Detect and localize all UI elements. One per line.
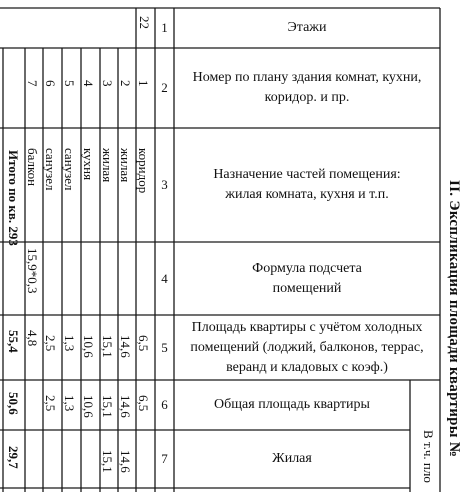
room-1-purpose: коридор [136,148,151,194]
room-3-total: 15,1 [100,395,115,418]
room-2-living: 14,6 [118,450,133,473]
room-7-formula: 15,9*0,3 [25,248,40,294]
total-label: Итого по кв. 293 [6,150,21,246]
header-floors: Этажи [287,20,327,35]
column-number-6: 6 [161,397,168,412]
header-living: Жилая [272,451,312,466]
explication-subtitle: В т.ч. пло [421,430,436,483]
header-formula: Формула подсчета помещений [252,260,362,296]
room-3-area-cold: 15,1 [100,335,115,358]
room-2-number: 2 [118,80,133,87]
room-7-purpose: балкон [25,148,40,187]
room-7-area-cold: 4,8 [25,330,40,347]
room-3-number: 3 [100,80,115,87]
room-2-area-cold: 14,6 [118,335,133,358]
column-number-2: 2 [161,80,168,95]
room-7-number: 7 [25,80,40,87]
room-5-total: 1,3 [62,395,77,412]
room-5-purpose: санузел [62,148,77,191]
room-1-number: 1 [136,80,151,87]
column-number-1: 1 [161,20,168,35]
column-number-4: 4 [161,270,168,286]
room-4-total: 10,6 [81,395,96,418]
explication-title: II. Экспликация площади квартиры № [446,180,462,458]
total-total-area: 50,6 [6,392,21,415]
column-number-7: 7 [161,451,168,466]
room-3-purpose: жилая [100,148,115,183]
room-3-living: 15,1 [100,450,115,473]
room-6-area-cold: 2,5 [43,335,58,352]
room-4-purpose: кухня [81,148,96,181]
room-5-number: 5 [62,80,77,87]
room-4-area-cold: 10,6 [81,335,96,358]
total-living: 29,7 [6,446,21,469]
header-room-number: Номер по плану здания комнат, кухни, коридор. и пр. [192,70,422,105]
room-4-number: 4 [81,80,96,87]
column-number-5: 5 [161,339,168,355]
room-5-area-cold: 1,3 [62,335,77,352]
total-area-cold: 55,4 [6,330,21,353]
room-1-total: 6,5 [136,395,151,412]
header-purpose: Назначение частей помещения: жилая комната, кухня и т.п. [213,167,401,202]
header-total-area: Общая площадь квартиры [214,397,370,412]
column-number-3: 3 [161,177,168,192]
room-1-area-cold: 6,5 [136,335,151,352]
room-6-purpose: санузел [43,148,58,191]
room-2-total: 14,6 [118,395,133,418]
floor-value: 22 [137,16,152,29]
header-area-with-cold: Площадь квартиры с учётом холодных помещений (лоджий, балконов, террас, веранд и кладовых с коэф.) [190,319,424,375]
room-6-number: 6 [43,80,58,87]
room-6-total: 2,5 [43,395,58,412]
room-2-purpose: жилая [118,148,133,183]
